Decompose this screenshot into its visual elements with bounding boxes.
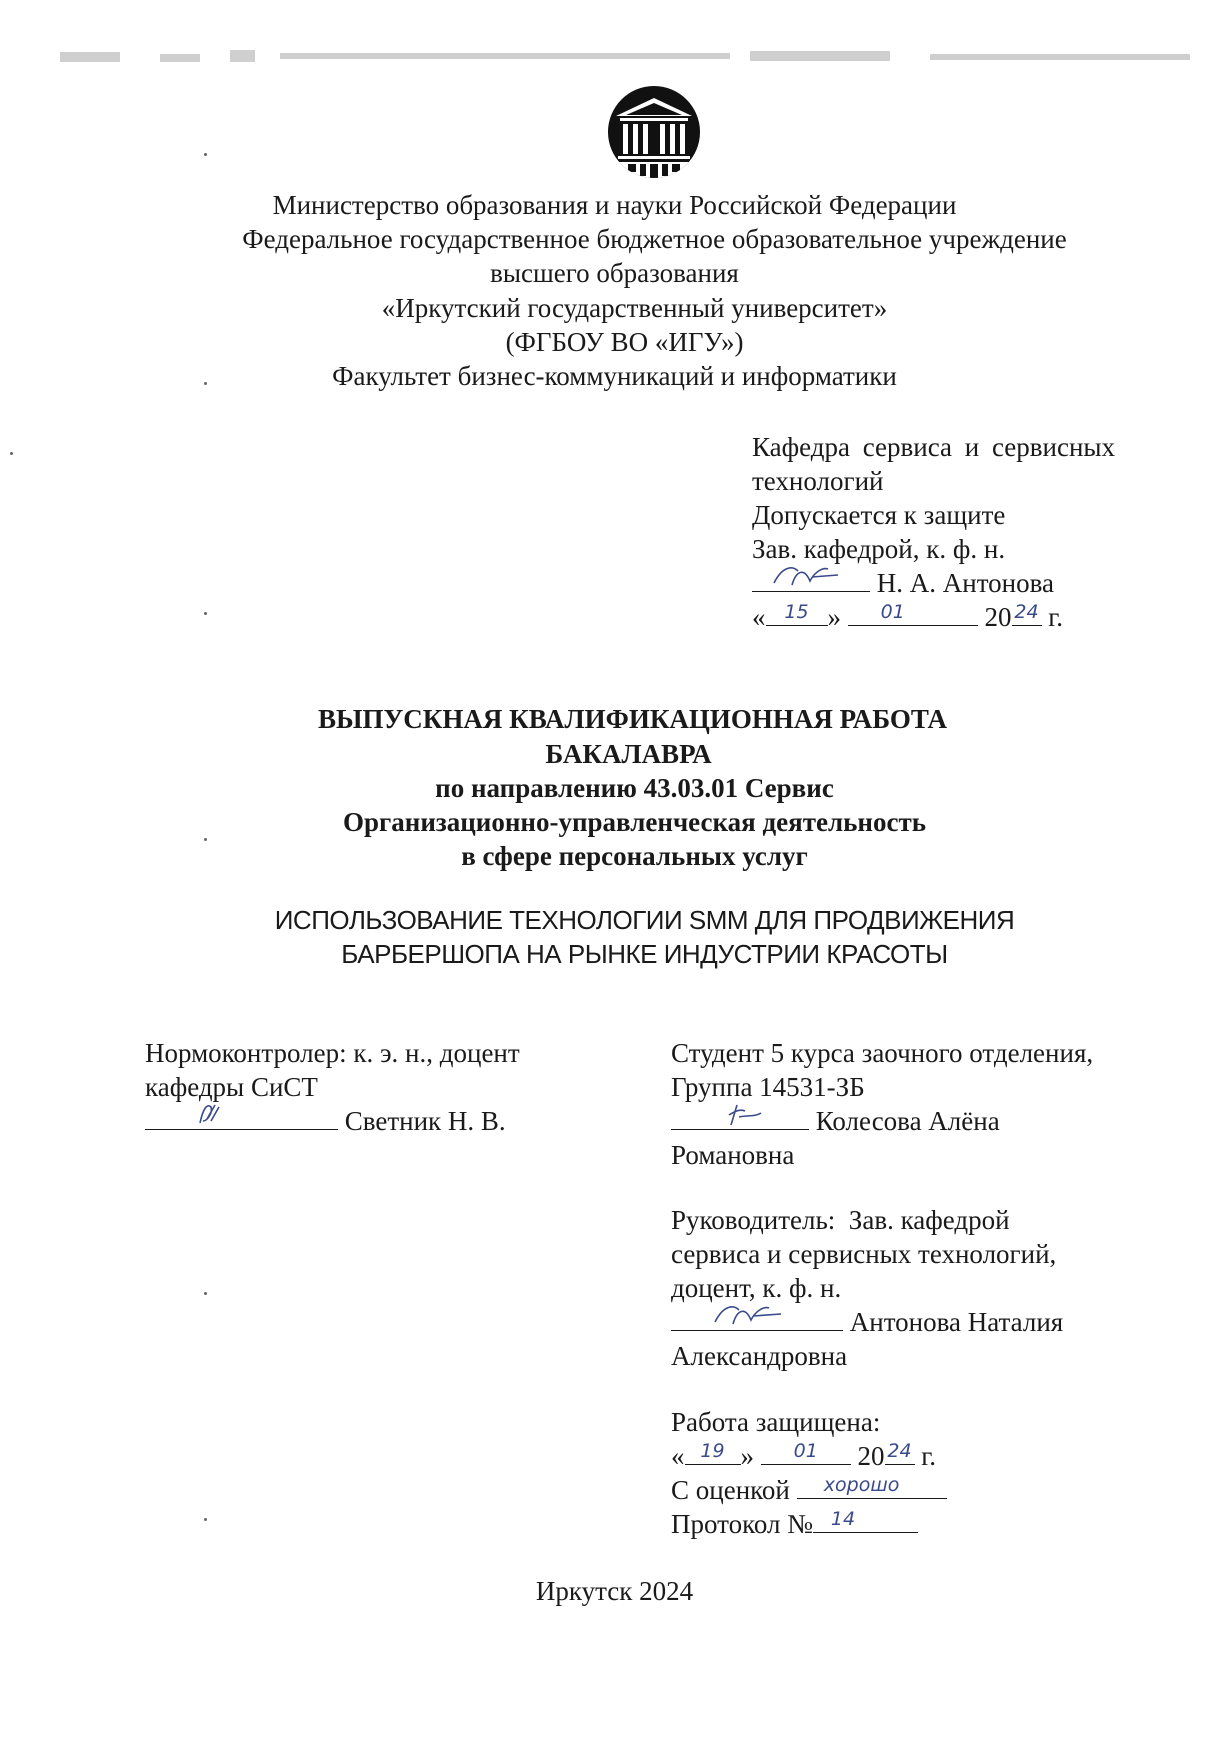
institution-line-1: Федеральное государственное бюджетное образовательное учреждение [242, 224, 1067, 254]
student-name-2: Романовна [671, 1140, 795, 1170]
scan-speck [204, 153, 207, 156]
institution-line-2: высшего образования [490, 258, 739, 288]
approval-month: 01 [880, 601, 905, 623]
normcontrol-line-1: Нормоконтролер: к. э. н., доцент [145, 1038, 520, 1068]
year-prefix: 20 [984, 602, 1012, 632]
open-quote: « [671, 1441, 685, 1471]
month-field [761, 1442, 851, 1465]
scan-noise-graphic [50, 48, 1200, 66]
year-unit: г. [1048, 602, 1064, 632]
defense-label: Работа защищена: [671, 1407, 881, 1437]
open-quote: « [752, 602, 766, 632]
supervisor-name-2: Александровна [671, 1341, 848, 1371]
scan-noise [50, 48, 1200, 66]
scan-speck [10, 452, 13, 455]
signature-field [145, 1107, 338, 1130]
supervisor-line-3: доцент, к. ф. н. [671, 1273, 842, 1303]
close-quote: » [740, 1441, 754, 1471]
approval-day: 15 [784, 601, 809, 623]
university-abbr: (ФГБОУ ВО «ИГУ») [505, 327, 744, 357]
defense-block [671, 1405, 947, 1541]
work-type-2: БАКАЛАВРА [545, 739, 712, 769]
signature-mark [752, 561, 870, 591]
year-field [1012, 603, 1042, 626]
supervisor-line-2: сервиса и сервисных технологий, [671, 1239, 1057, 1269]
month-field [848, 603, 978, 626]
profile-line-2: в сфере персональных услуг [461, 841, 808, 871]
signature-mark [145, 1099, 338, 1129]
topic-line-2: БАРБЕРШОПА НА РЫНКЕ ИНДУСТРИИ КРАСОТЫ [341, 939, 948, 969]
student-block [671, 1036, 1093, 1172]
scan-speck [204, 612, 207, 615]
work-type-1: ВЫПУСКНАЯ КВАЛИФИКАЦИОННАЯ РАБОТА [317, 704, 948, 734]
normcontrol-name: Светник Н. В. [344, 1106, 506, 1136]
protocol-value: 14 [830, 1508, 856, 1530]
year-unit: г. [921, 1441, 937, 1471]
head-signature-line [752, 566, 1115, 600]
signature-field [671, 1107, 809, 1130]
year-field [885, 1442, 915, 1465]
department-line-2: технологий [752, 466, 884, 496]
scan-speck [204, 838, 207, 841]
protocol-field [813, 1510, 918, 1533]
scan-speck [204, 1292, 207, 1295]
supervisor-line-1: Руководитель: Зав. кафедрой [671, 1205, 1010, 1235]
approval-block [752, 430, 1115, 634]
close-quote: » [827, 602, 841, 632]
signature-mark [671, 1300, 843, 1330]
grade-line [671, 1473, 947, 1507]
university-logo [606, 84, 702, 180]
scan-speck [204, 1518, 207, 1521]
grade-field [797, 1476, 947, 1499]
approval-date-line [752, 600, 1115, 634]
supervisor-name-1: Антонова Наталия [849, 1307, 1064, 1337]
defense-year: 24 [887, 1440, 912, 1462]
protocol-line [671, 1507, 947, 1541]
admitted-line: Допускается к защите [752, 500, 1006, 530]
day-field [685, 1442, 741, 1465]
faculty-line: Факультет бизнес-коммуникаций и информатики [332, 361, 897, 391]
department-line-1: Кафедра сервиса и сервисных [752, 432, 1116, 462]
normcontrol-line-2: кафедры СиСТ [145, 1072, 318, 1102]
topic-line-1: ИСПОЛЬЗОВАНИЕ ТЕХНОЛОГИИ SMM ДЛЯ ПРОДВИЖЕНИЯ [274, 905, 1015, 935]
defense-date-line [671, 1439, 947, 1473]
student-name-1: Колесова Алёна [815, 1106, 1000, 1136]
student-signature-line [671, 1104, 1093, 1138]
year-prefix: 20 [857, 1441, 885, 1471]
supervisor-signature-line [671, 1305, 1063, 1339]
defense-month: 01 [793, 1440, 818, 1462]
student-line-2: Группа 14531-ЗБ [671, 1072, 865, 1102]
signature-mark [671, 1099, 809, 1129]
protocol-label: Протокол № [671, 1509, 813, 1539]
direction-line: по направлению 43.03.01 Сервис [435, 773, 834, 803]
scan-speck [204, 382, 207, 385]
normcontrol-signature-line [145, 1104, 520, 1138]
supervisor-block [671, 1203, 1063, 1373]
building-emblem-icon [606, 84, 702, 180]
ministry-line: Министерство образования и науки Российской Федерации [272, 190, 957, 220]
defense-day: 19 [700, 1440, 725, 1462]
head-title-line: Зав. кафедрой, к. ф. н. [752, 534, 1006, 564]
city-year: Иркутск 2024 [535, 1576, 694, 1606]
grade-label: С оценкой [671, 1475, 790, 1505]
head-name: Н. А. Антонова [876, 568, 1054, 598]
student-line-1: Студент 5 курса заочного отделения, [671, 1038, 1094, 1068]
signature-field [671, 1308, 843, 1331]
grade-value: хорошо [823, 1474, 900, 1496]
signature-field [752, 569, 870, 592]
approval-year: 24 [1014, 601, 1039, 623]
normcontrol-block [145, 1036, 520, 1138]
university-name: «Иркутский государственный университет» [381, 293, 888, 323]
profile-line-1: Организационно-управленческая деятельность [343, 807, 926, 837]
